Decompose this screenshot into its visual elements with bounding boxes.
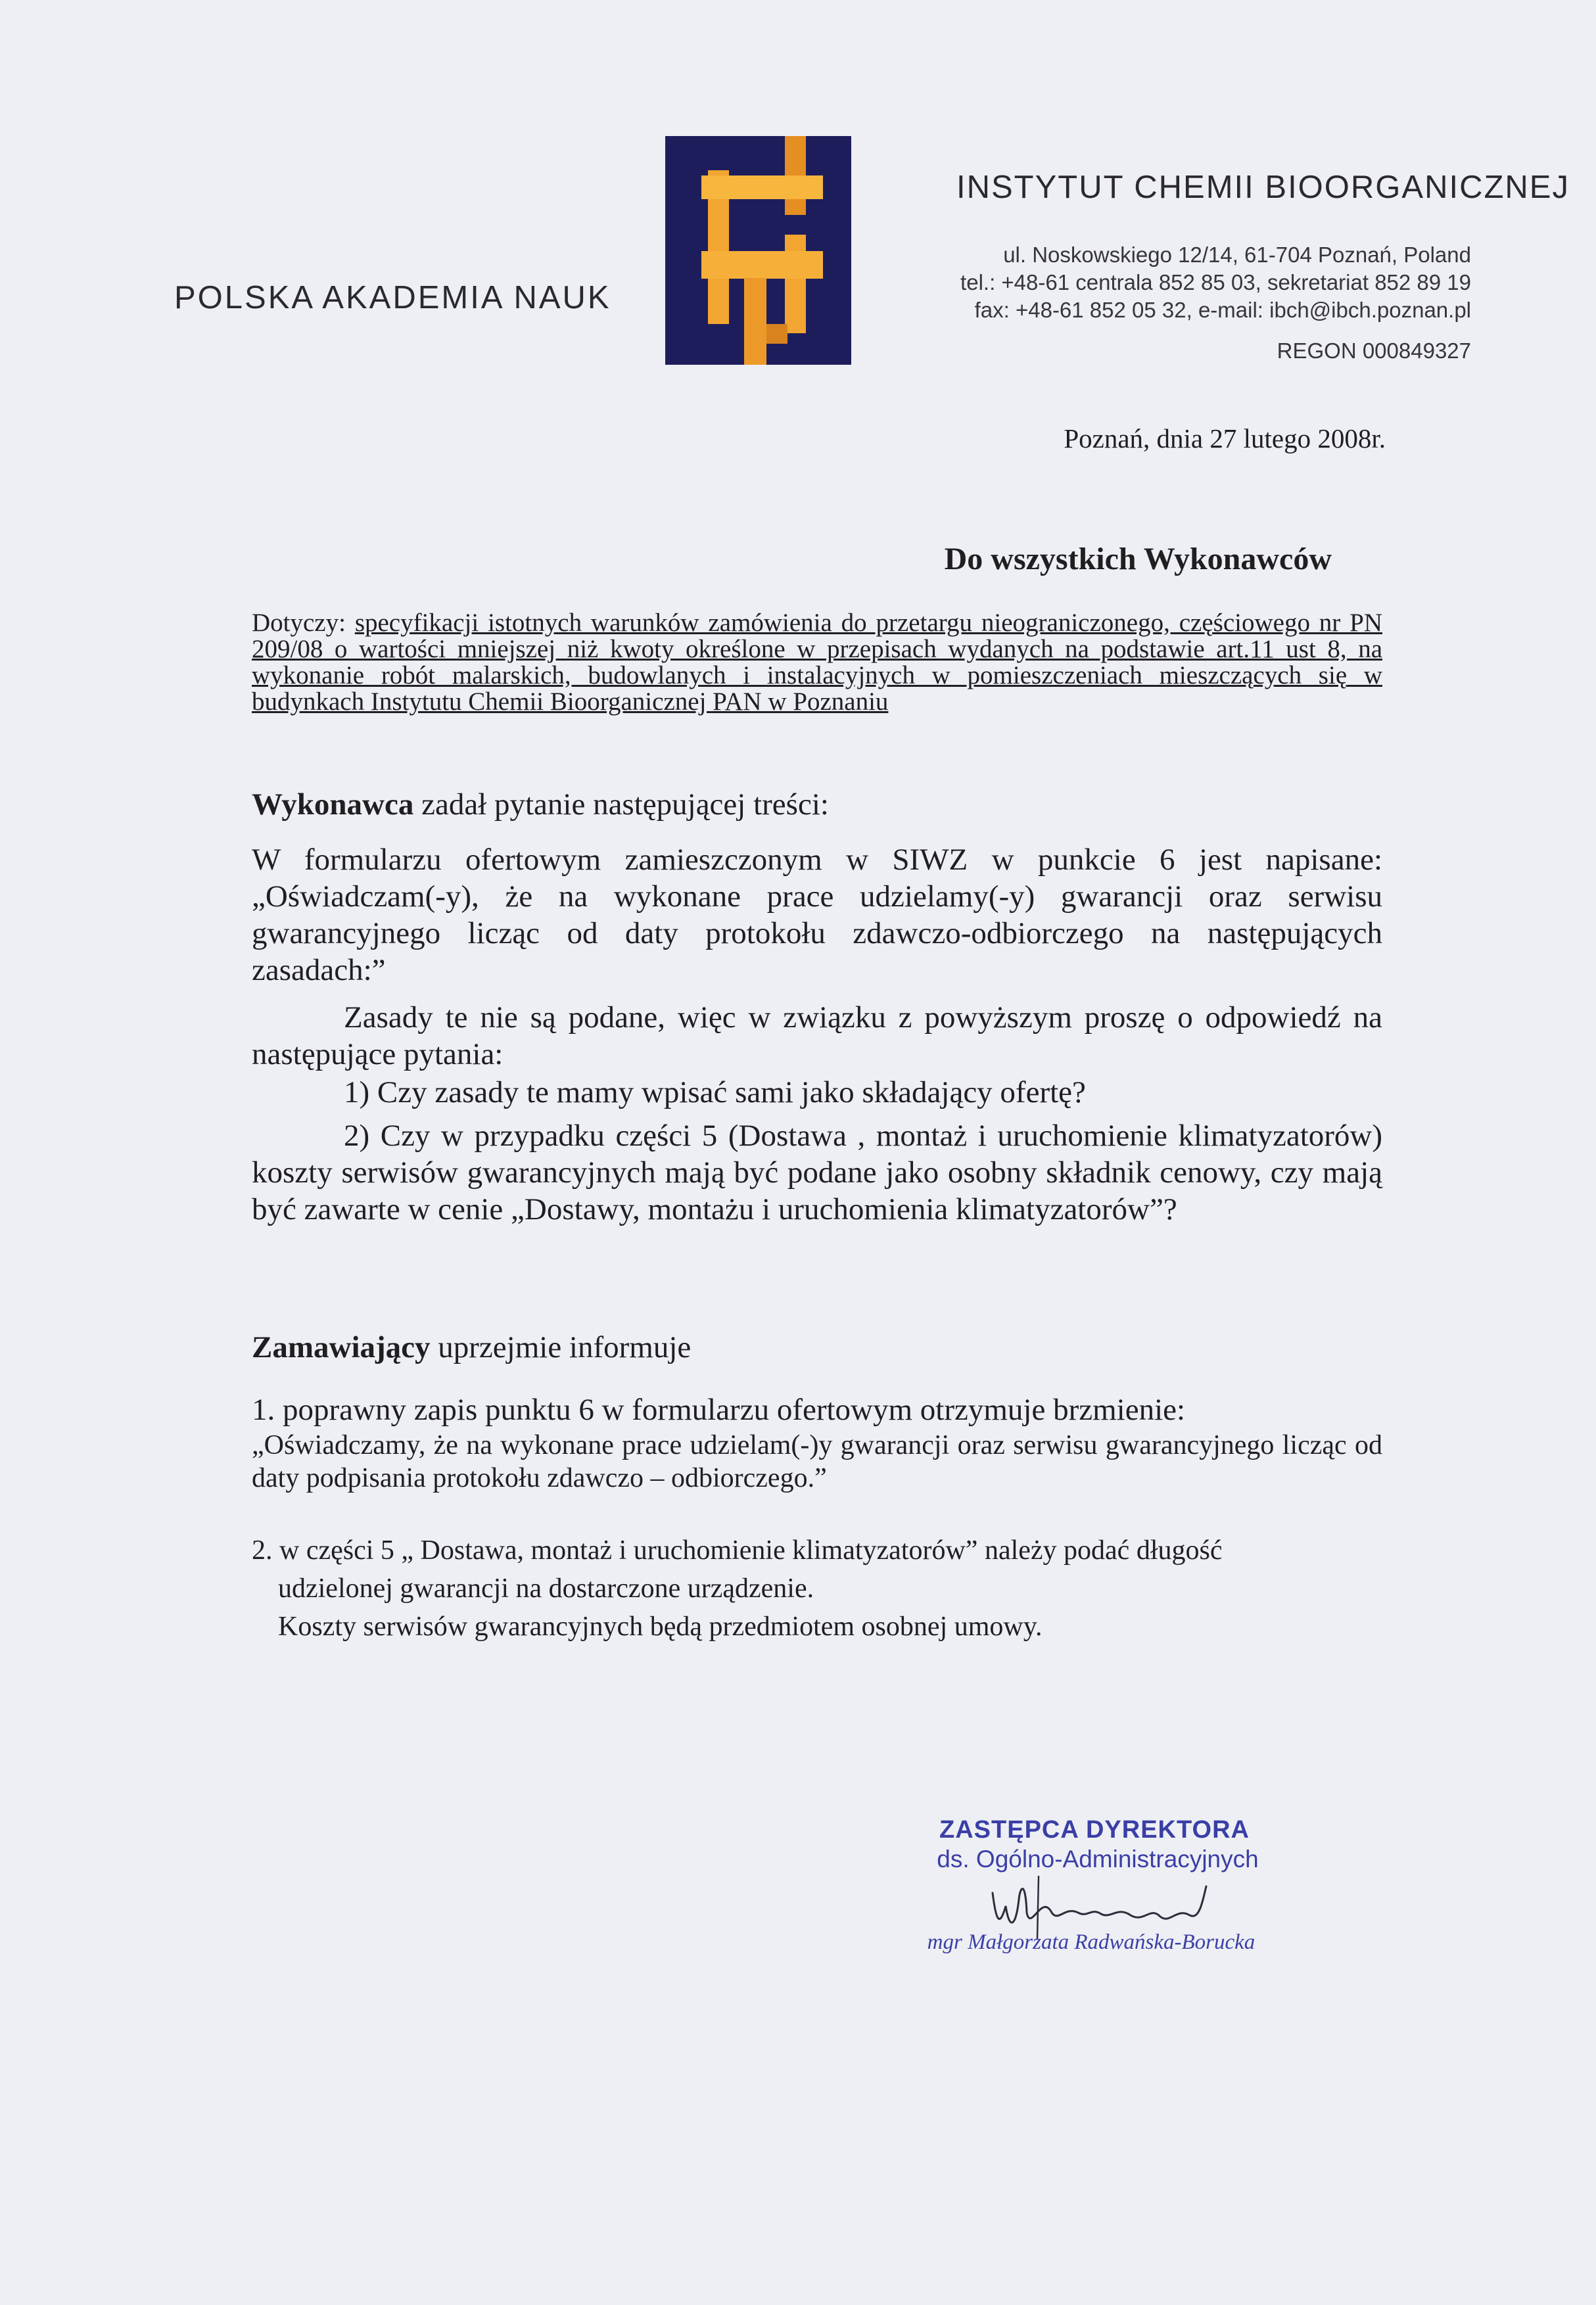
question-intro-rest: zadał pytanie następującej treści:: [413, 787, 829, 822]
question-paragraph-2: Zasady te nie są podane, więc w związku z powyższym proszę o odpowiedź na następujące pytania:: [252, 1000, 1382, 1071]
institute-name: INSTYTUT CHEMII BIOORGANICZNEJ: [956, 170, 1570, 205]
question-intro-bold: Wykonawca: [252, 787, 414, 822]
stamp-signatory-name: mgr Małgorzata Radwańska-Borucka: [927, 1930, 1256, 1954]
subject-block: [252, 610, 1382, 715]
institute-regon: REGON 000849327: [1277, 338, 1471, 363]
stamp-subtitle: ds. Ogólno-Administracyjnych: [937, 1846, 1259, 1873]
letter-date: Poznań, dnia 27 lutego 2008r.: [1064, 423, 1386, 454]
institute-fax-email: fax: +48-61 852 05 32, e-mail: ibch@ibch.poznan.pl: [974, 298, 1471, 322]
answer-item-2-line-2: udzielonej gwarancji na dostarczone urządzenie.: [278, 1573, 814, 1604]
stamp-title: ZASTĘPCA DYREKTORA: [939, 1816, 1250, 1844]
institute-logo: [665, 136, 851, 365]
answer-intro: [252, 1329, 1382, 1366]
answer-item-2-heading: 2. w części 5 „ Dostawa, montaż i uruchomienie klimatyzatorów” należy podać długość: [252, 1535, 1223, 1566]
answer-item-1-heading: 1. poprawny zapis punktu 6 w formularzu ofertowym otrzymuje brzmienie:: [252, 1393, 1186, 1427]
institute-phone: tel.: +48-61 centrala 852 85 03, sekretariat 852 89 19: [960, 270, 1471, 294]
recipient-heading: Do wszystkich Wykonawców: [944, 542, 1332, 576]
question-intro: [252, 786, 1382, 823]
subject-text: specyfikacji istotnych warunków zamówienia do przetargu nieograniczonego, częściowego nr PN 209/08 o wartości mniejszej niż kwoty określone w przepisach wydanych na podstawie art.11 ust 8, na wykonanie robót malarskich, budowlanych i instalacyjnych w pomieszczeniach mieszczących się w budynkach Instytutu Chemii Bioorganicznej PAN w Poznaniu: [252, 609, 1382, 716]
answer-intro-bold: Zamawiający: [252, 1330, 431, 1364]
question-paragraph-1: W formularzu ofertowym zamieszczonym w SIWZ w punkcie 6 jest napisane: „Oświadczam(-y), że na wykonane prace udzielamy(-y) gwarancji oraz serwisu gwarancyjnego licząc od daty protokołu zdawczo-odbiorczego na następujących zasadach:”: [252, 843, 1382, 987]
question-item-1: 1) Czy zasady te mamy wpisać sami jako składający ofertę?: [344, 1075, 1086, 1109]
question-item-2: 2) Czy w przypadku części 5 (Dostawa , montaż i uruchomienie klimatyzatorów) koszty serwisów gwarancyjnych mają być podane jako osobny składnik cenowy, czy mają być zawarte w cenie „Dostawy, montażu i uruchomienia klimatyzatorów”?: [252, 1119, 1382, 1226]
institute-address: ul. Noskowskiego 12/14, 61-704 Poznań, Poland: [1003, 243, 1471, 267]
subject-label: Dotyczy:: [252, 609, 355, 637]
answer-item-2-line-3: Koszty serwisów gwarancyjnych będą przedmiotem osobnej umowy.: [278, 1612, 1043, 1642]
answer-item-1-body: „Oświadczamy, że na wykonane prace udzielam(-)y gwarancji oraz serwisu gwarancyjnego licząc od daty podpisania protokołu zdawczo – odbiorczego.”: [252, 1430, 1382, 1493]
answer-intro-rest: uprzejmie informuje: [430, 1330, 692, 1364]
organization-name: POLSKA AKADEMIA NAUK: [174, 280, 611, 315]
